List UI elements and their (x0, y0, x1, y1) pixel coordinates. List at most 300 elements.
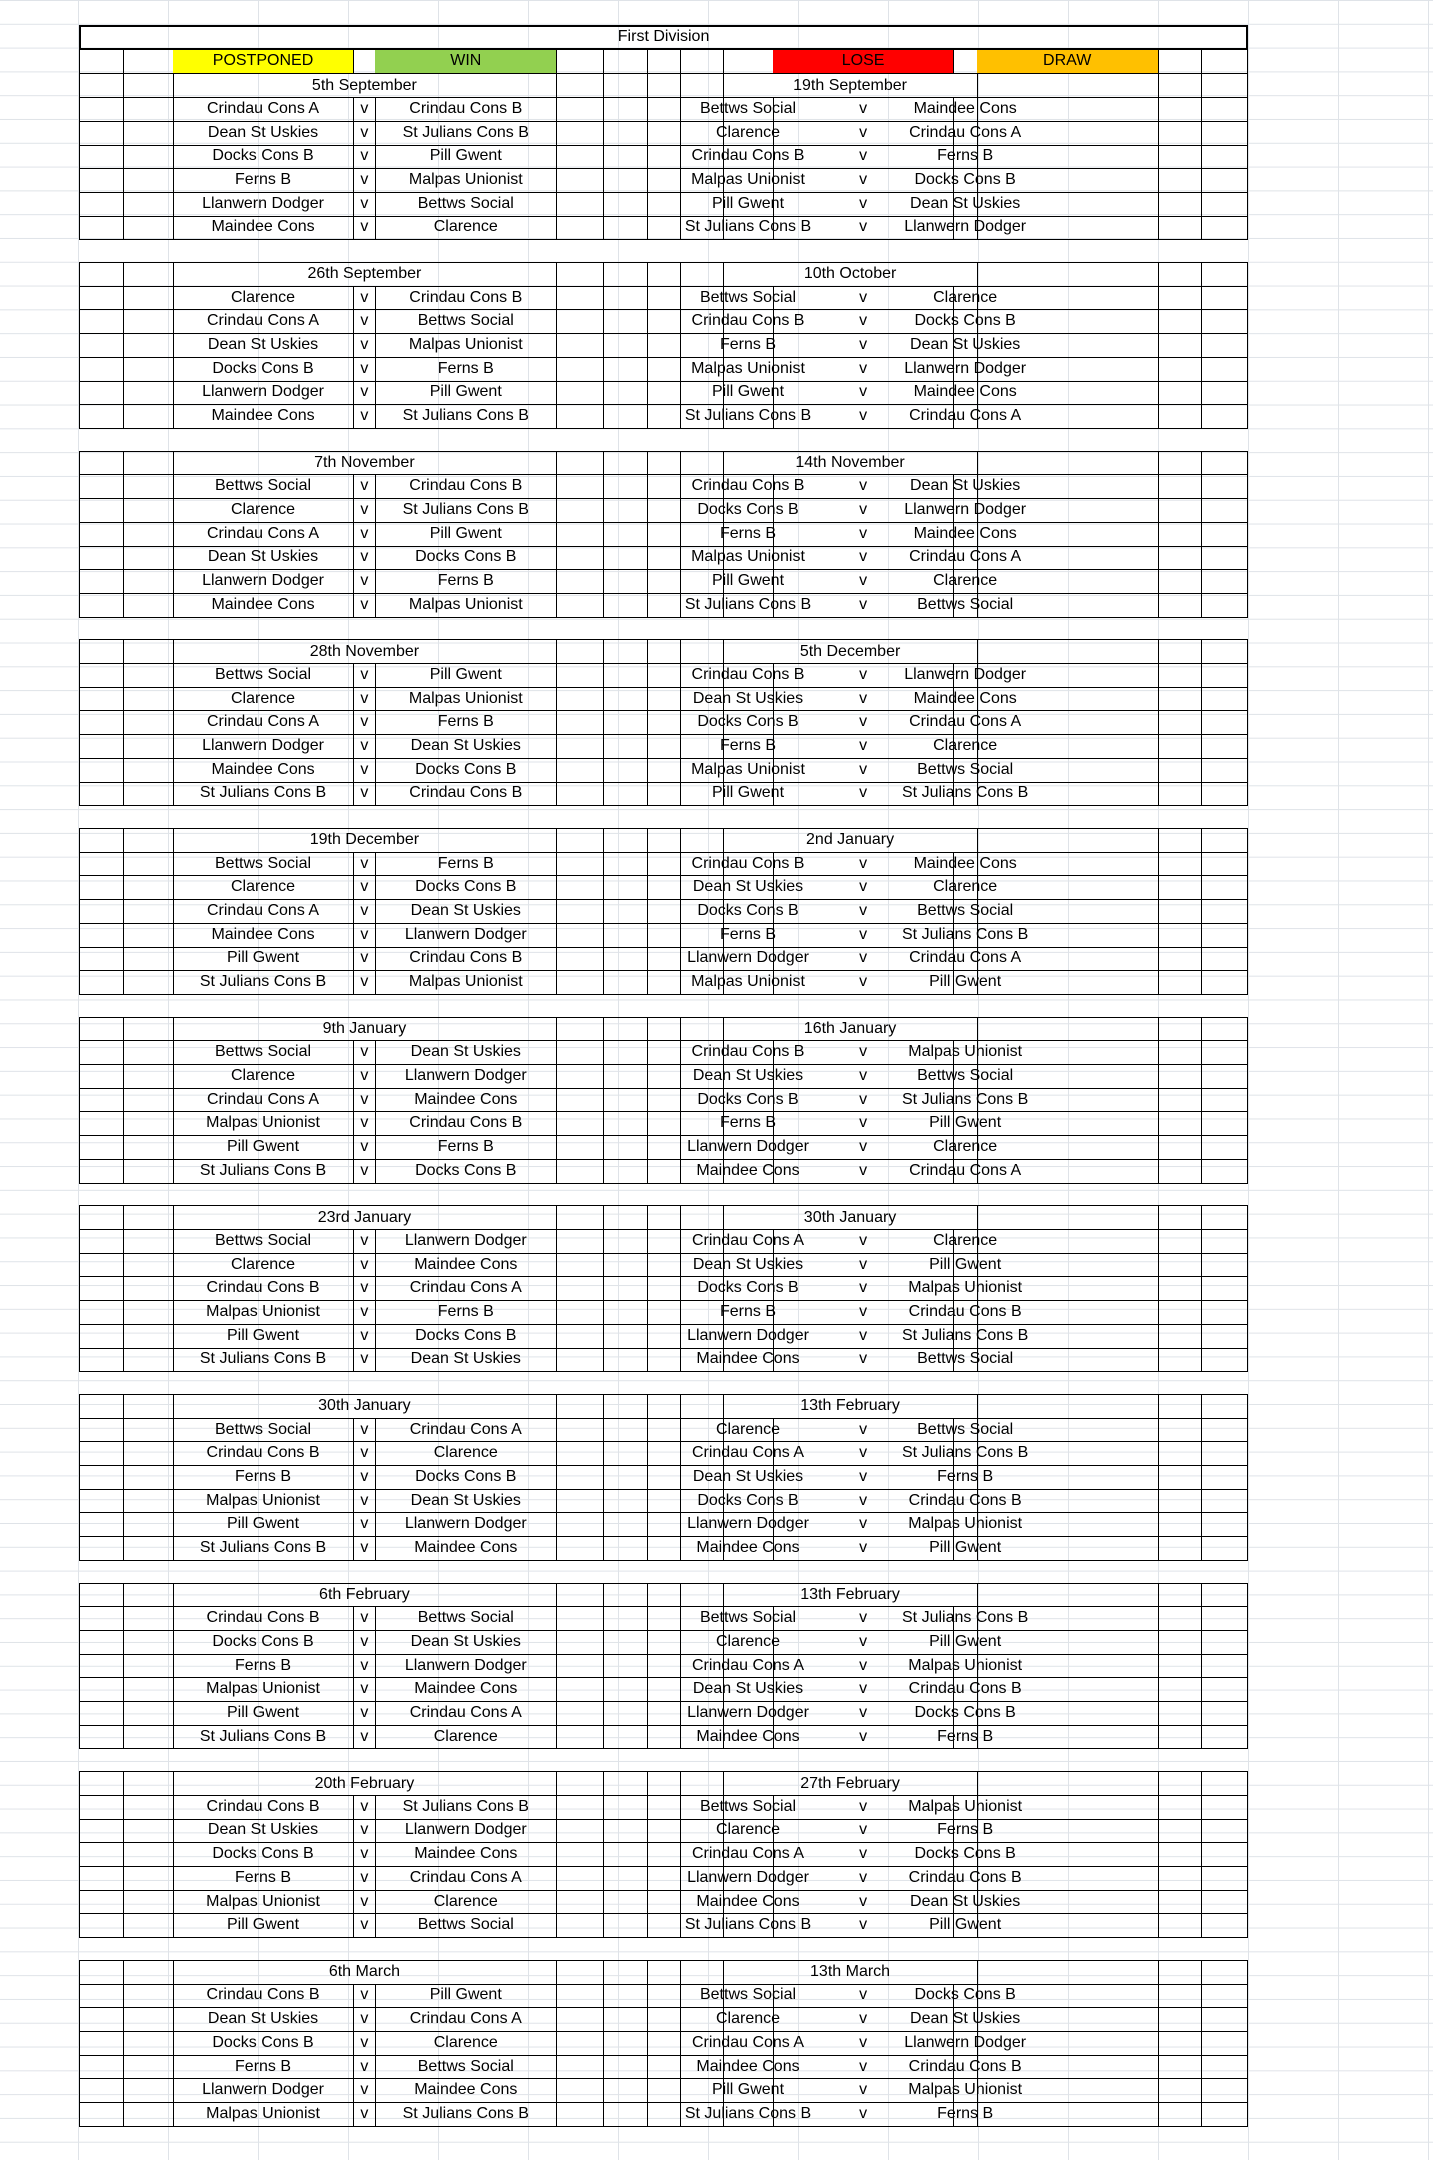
sheet-cell (556, 451, 604, 476)
sheet-cell (680, 1205, 725, 1230)
fixture-date: 13th March (723, 1960, 977, 1985)
away-team: St Julians Cons B (954, 1324, 978, 1349)
sheet-cell (79, 1677, 124, 1702)
versus: v (773, 168, 955, 193)
sheet-cell (79, 970, 124, 995)
away-team: Ferns B (375, 569, 557, 594)
sheet-cell (79, 1512, 124, 1537)
sheet-cell (647, 1017, 681, 1042)
sheet-cell (680, 333, 725, 358)
versus: v (773, 1842, 955, 1867)
home-team: Dean St Uskies (173, 2007, 355, 2032)
home-team: Malpas Unionist (723, 546, 773, 571)
sheet-cell (977, 923, 1159, 948)
away-team: Crindau Cons A (954, 121, 978, 146)
sheet-cell (1158, 1960, 1203, 1985)
away-team: Llanwern Dodger (954, 663, 978, 688)
away-team: Ferns B (954, 1819, 978, 1844)
home-team: Docks Cons B (173, 1842, 355, 1867)
home-team: Docks Cons B (723, 899, 773, 924)
sheet-cell (1201, 2102, 1247, 2127)
sheet-cell (1201, 828, 1247, 853)
home-team: Clarence (173, 875, 355, 900)
home-team: Bettws Social (723, 1795, 773, 1820)
sheet-cell (647, 2102, 681, 2127)
away-team: Clarence (375, 216, 557, 241)
sheet-cell (603, 1111, 648, 1136)
home-team: Clarence (723, 1819, 773, 1844)
sheet-cell (603, 2055, 648, 2080)
sheet-cell (603, 73, 648, 98)
away-team: Clarence (375, 2031, 557, 2056)
home-team: Pill Gwent (173, 1135, 355, 1160)
home-team: Crindau Cons A (173, 522, 355, 547)
sheet-cell (647, 923, 681, 948)
sheet-cell (1158, 2055, 1203, 2080)
sheet-cell (603, 1489, 648, 1514)
sheet-cell (1201, 1890, 1247, 1915)
away-team: Crindau Cons A (375, 1276, 557, 1301)
sheet-cell (1201, 73, 1247, 98)
fixture-date: 30th January (723, 1205, 977, 1230)
sheet-cell (1158, 2007, 1203, 2032)
away-team: Crindau Cons B (375, 286, 557, 311)
sheet-cell (1158, 333, 1203, 358)
versus: v (353, 710, 376, 735)
versus: v (773, 1536, 955, 1561)
sheet-cell (123, 1441, 173, 1466)
sheet-cell (123, 1654, 173, 1679)
away-team: Crindau Cons A (954, 404, 978, 429)
sheet-cell (1201, 404, 1247, 429)
sheet-cell (1158, 663, 1203, 688)
away-team: St Julians Cons B (954, 1088, 978, 1113)
sheet-cell (123, 546, 173, 571)
sheet-cell (123, 2102, 173, 2127)
sheet-cell (1158, 381, 1203, 406)
sheet-cell (977, 1088, 1159, 1113)
sheet-cell (977, 2102, 1159, 2127)
versus: v (773, 1819, 955, 1844)
sheet-cell (647, 2007, 681, 2032)
sheet-cell (79, 1984, 124, 2009)
home-team: Crindau Cons B (723, 663, 773, 688)
versus: v (353, 1701, 376, 1726)
sheet-cell (1201, 687, 1247, 712)
sheet-cell (1158, 1159, 1203, 1184)
sheet-cell (1201, 710, 1247, 735)
sheet-cell (1201, 1348, 1247, 1373)
sheet-cell (1158, 1418, 1203, 1443)
sheet-cell (603, 687, 648, 712)
sheet-cell (1158, 734, 1203, 759)
away-team: Dean St Uskies (375, 1040, 557, 1065)
home-team: Clarence (723, 1418, 773, 1443)
versus: v (353, 1418, 376, 1443)
sheet-cell (1201, 875, 1247, 900)
sheet-cell (556, 875, 604, 900)
sheet-cell (603, 121, 648, 146)
sheet-cell (603, 381, 648, 406)
away-team: Docks Cons B (954, 1984, 978, 2009)
sheet-cell (1158, 1111, 1203, 1136)
legend-win: WIN (375, 50, 557, 75)
sheet-cell (123, 1819, 173, 1844)
sheet-cell (1201, 663, 1247, 688)
versus: v (773, 569, 955, 594)
away-team: Ferns B (375, 357, 557, 382)
sheet-cell (556, 121, 604, 146)
sheet-cell (1158, 1441, 1203, 1466)
home-team: Dean St Uskies (723, 687, 773, 712)
versus: v (353, 1324, 376, 1349)
sheet-cell (977, 1418, 1159, 1443)
sheet-cell (79, 1654, 124, 1679)
sheet-cell (556, 828, 604, 853)
away-team: Pill Gwent (954, 1111, 978, 1136)
away-team: Malpas Unionist (954, 1795, 978, 1820)
sheet-cell (603, 474, 648, 499)
sheet-cell (123, 687, 173, 712)
sheet-cell (123, 1017, 173, 1042)
sheet-cell (647, 1064, 681, 1089)
fixture-date: 2nd January (723, 828, 977, 853)
sheet-cell (1158, 1795, 1203, 1820)
sheet-cell (603, 710, 648, 735)
versus: v (773, 1253, 955, 1278)
sheet-cell (79, 1630, 124, 1655)
sheet-cell (1201, 145, 1247, 170)
sheet-cell (123, 1583, 173, 1608)
home-team: Ferns B (723, 923, 773, 948)
versus: v (353, 1512, 376, 1537)
sheet-cell (977, 899, 1159, 924)
sheet-cell (647, 1960, 681, 1985)
versus: v (353, 192, 376, 217)
sheet-cell (79, 569, 124, 594)
sheet-cell (556, 1536, 604, 1561)
versus: v (353, 1229, 376, 1254)
sheet-cell (647, 687, 681, 712)
sheet-cell (647, 1795, 681, 1820)
sheet-cell (1201, 1842, 1247, 1867)
sheet-cell (79, 262, 124, 287)
sheet-cell (603, 546, 648, 571)
home-team: Crindau Cons B (723, 852, 773, 877)
sheet-cell (79, 2078, 124, 2103)
home-team: Llanwern Dodger (173, 2078, 355, 2103)
sheet-cell (1158, 1348, 1203, 1373)
sheet-cell (1201, 970, 1247, 995)
versus: v (773, 1913, 955, 1938)
sheet-cell (977, 1866, 1159, 1891)
sheet-cell (79, 451, 124, 476)
sheet-cell (1158, 1819, 1203, 1844)
sheet-cell (79, 168, 124, 193)
sheet-cell (123, 1300, 173, 1325)
away-team: Ferns B (954, 145, 978, 170)
home-team: Bettws Social (173, 1229, 355, 1254)
sheet-cell (977, 474, 1159, 499)
sheet-cell (680, 1111, 725, 1136)
home-team: Bettws Social (173, 474, 355, 499)
fixture-date: 13th February (723, 1583, 977, 1608)
sheet-cell (647, 1135, 681, 1160)
sheet-cell (556, 1324, 604, 1349)
away-team: Malpas Unionist (375, 333, 557, 358)
sheet-cell (123, 2078, 173, 2103)
away-team: Crindau Cons B (954, 1489, 978, 1514)
sheet-cell (123, 828, 173, 853)
sheet-cell (1201, 782, 1247, 807)
sheet-cell (977, 1205, 1159, 1230)
sheet-cell (603, 828, 648, 853)
versus: v (353, 2031, 376, 2056)
away-team: Llanwern Dodger (375, 1819, 557, 1844)
sheet-cell (1201, 1324, 1247, 1349)
sheet-cell (603, 309, 648, 334)
home-team: Ferns B (723, 1300, 773, 1325)
away-team: Llanwern Dodger (375, 923, 557, 948)
sheet-cell (603, 1394, 648, 1419)
sheet-cell (647, 1229, 681, 1254)
away-team: Clarence (954, 734, 978, 759)
sheet-cell (556, 216, 604, 241)
away-team: Clarence (954, 569, 978, 594)
home-team: Bettws Social (173, 663, 355, 688)
sheet-cell (603, 168, 648, 193)
sheet-cell (647, 970, 681, 995)
sheet-cell (123, 404, 173, 429)
sheet-cell (680, 522, 725, 547)
legend-draw: DRAW (977, 50, 1159, 75)
versus: v (773, 1984, 955, 2009)
sheet-cell (977, 73, 1159, 98)
sheet-cell (1201, 1441, 1247, 1466)
sheet-cell (647, 2055, 681, 2080)
sheet-cell (556, 404, 604, 429)
away-team: Clarence (954, 1229, 978, 1254)
home-team: Docks Cons B (723, 1489, 773, 1514)
sheet-cell (647, 1111, 681, 1136)
sheet-cell (603, 1348, 648, 1373)
versus: v (353, 97, 376, 122)
home-team: Pill Gwent (173, 947, 355, 972)
sheet-cell (977, 1111, 1159, 1136)
home-team: Bettws Social (723, 286, 773, 311)
sheet-cell (977, 1701, 1159, 1726)
sheet-cell (1158, 593, 1203, 618)
sheet-cell (123, 1677, 173, 1702)
sheet-cell (1158, 1606, 1203, 1631)
versus: v (773, 1654, 955, 1679)
sheet-cell (977, 1819, 1159, 1844)
sheet-cell (1201, 1489, 1247, 1514)
home-team: Crindau Cons A (723, 2031, 773, 2056)
sheet-cell (556, 1489, 604, 1514)
sheet-cell (1158, 970, 1203, 995)
sheet-cell (123, 1040, 173, 1065)
sheet-cell (603, 1795, 648, 1820)
away-team: Malpas Unionist (954, 1276, 978, 1301)
away-team: St Julians Cons B (954, 1606, 978, 1631)
sheet-cell (556, 923, 604, 948)
versus: v (353, 687, 376, 712)
away-team: Pill Gwent (954, 1536, 978, 1561)
away-team: Crindau Cons B (375, 782, 557, 807)
sheet-cell (603, 782, 648, 807)
home-team: Malpas Unionist (173, 1300, 355, 1325)
home-team: Pill Gwent (723, 569, 773, 594)
sheet-cell (603, 947, 648, 972)
home-team: Malpas Unionist (723, 168, 773, 193)
home-team: Pill Gwent (723, 192, 773, 217)
sheet-cell (603, 852, 648, 877)
versus: v (773, 474, 955, 499)
versus: v (773, 1725, 955, 1750)
away-team: Maindee Cons (375, 1088, 557, 1113)
versus: v (353, 1866, 376, 1891)
away-team: Dean St Uskies (954, 1890, 978, 1915)
versus: v (773, 2031, 955, 2056)
sheet-cell (556, 1159, 604, 1184)
sheet-cell (79, 687, 124, 712)
home-team: Ferns B (173, 168, 355, 193)
sheet-cell (79, 663, 124, 688)
sheet-cell (977, 1630, 1159, 1655)
home-team: Maindee Cons (723, 2055, 773, 2080)
sheet-cell (79, 1111, 124, 1136)
versus: v (353, 522, 376, 547)
home-team: Maindee Cons (173, 758, 355, 783)
sheet-cell (680, 1771, 725, 1796)
versus: v (353, 2007, 376, 2032)
sheet-cell (977, 309, 1159, 334)
sheet-cell (79, 1725, 124, 1750)
home-team: Clarence (723, 2007, 773, 2032)
sheet-cell (123, 168, 173, 193)
sheet-cell (79, 1064, 124, 1089)
home-team: Ferns B (723, 734, 773, 759)
home-team: Crindau Cons B (173, 1276, 355, 1301)
sheet-cell (123, 1465, 173, 1490)
away-team: Docks Cons B (375, 1159, 557, 1184)
sheet-cell (977, 1583, 1159, 1608)
sheet-cell (556, 498, 604, 523)
sheet-cell (79, 1795, 124, 1820)
away-team: Docks Cons B (375, 1324, 557, 1349)
away-team: Crindau Cons B (375, 474, 557, 499)
sheet-cell (79, 2031, 124, 2056)
sheet-cell (79, 1135, 124, 1160)
sheet-cell (680, 734, 725, 759)
fixture-date: 5th December (723, 639, 977, 664)
home-team: St Julians Cons B (173, 782, 355, 807)
versus: v (353, 2055, 376, 2080)
home-team: Malpas Unionist (723, 357, 773, 382)
sheet-cell (977, 1984, 1159, 2009)
home-team: Llanwern Dodger (173, 569, 355, 594)
sheet-cell (1201, 639, 1247, 664)
sheet-cell (647, 1348, 681, 1373)
sheet-cell (556, 1795, 604, 1820)
away-team: Pill Gwent (954, 970, 978, 995)
sheet-cell (977, 593, 1159, 618)
sheet-cell (79, 710, 124, 735)
away-team: Ferns B (375, 1300, 557, 1325)
away-team: Dean St Uskies (375, 1489, 557, 1514)
sheet-cell (123, 1064, 173, 1089)
away-team: Ferns B (954, 1465, 978, 1490)
away-team: Clarence (954, 875, 978, 900)
away-team: St Julians Cons B (954, 1441, 978, 1466)
sheet-cell (79, 357, 124, 382)
sheet-cell (977, 710, 1159, 735)
sheet-cell (603, 1064, 648, 1089)
sheet-cell (977, 1771, 1159, 1796)
sheet-cell (603, 1040, 648, 1065)
home-team: St Julians Cons B (173, 1536, 355, 1561)
home-team: Pill Gwent (723, 381, 773, 406)
sheet-cell (977, 1890, 1159, 1915)
sheet-cell (79, 1819, 124, 1844)
home-team: St Julians Cons B (173, 1159, 355, 1184)
sheet-cell (1158, 73, 1203, 98)
versus: v (353, 1441, 376, 1466)
versus: v (773, 1135, 955, 1160)
sheet-cell (79, 1606, 124, 1631)
sheet-cell (556, 1630, 604, 1655)
sheet-cell (1201, 474, 1247, 499)
sheet-cell (977, 758, 1159, 783)
sheet-cell (603, 50, 648, 75)
sheet-cell (723, 50, 773, 75)
sheet-cell (556, 286, 604, 311)
sheet-cell (556, 1229, 604, 1254)
versus: v (773, 970, 955, 995)
sheet-cell (647, 1583, 681, 1608)
sheet-cell (977, 852, 1159, 877)
sheet-cell (123, 1913, 173, 1938)
away-team: Dean St Uskies (375, 734, 557, 759)
away-team: Dean St Uskies (375, 1348, 557, 1373)
home-team: Clarence (173, 286, 355, 311)
sheet-cell (1201, 1630, 1247, 1655)
versus: v (353, 1489, 376, 1514)
versus: v (353, 2102, 376, 2127)
sheet-cell (603, 663, 648, 688)
home-team: Ferns B (173, 1465, 355, 1490)
sheet-cell (977, 168, 1159, 193)
sheet-cell (1201, 1583, 1247, 1608)
sheet-cell (647, 1771, 681, 1796)
sheet-cell (556, 1348, 604, 1373)
home-team: Llanwern Dodger (173, 734, 355, 759)
away-team: Dean St Uskies (375, 899, 557, 924)
away-team: Crindau Cons A (954, 947, 978, 972)
sheet-cell (647, 1276, 681, 1301)
away-team: Llanwern Dodger (375, 1064, 557, 1089)
sheet-cell (1201, 1040, 1247, 1065)
home-team: Dean St Uskies (723, 1064, 773, 1089)
versus: v (353, 1890, 376, 1915)
sheet-cell (977, 1135, 1159, 1160)
versus: v (773, 1890, 955, 1915)
sheet-cell (556, 1842, 604, 1867)
sheet-cell (647, 50, 681, 75)
sheet-cell (1158, 1300, 1203, 1325)
sheet-cell (123, 639, 173, 664)
